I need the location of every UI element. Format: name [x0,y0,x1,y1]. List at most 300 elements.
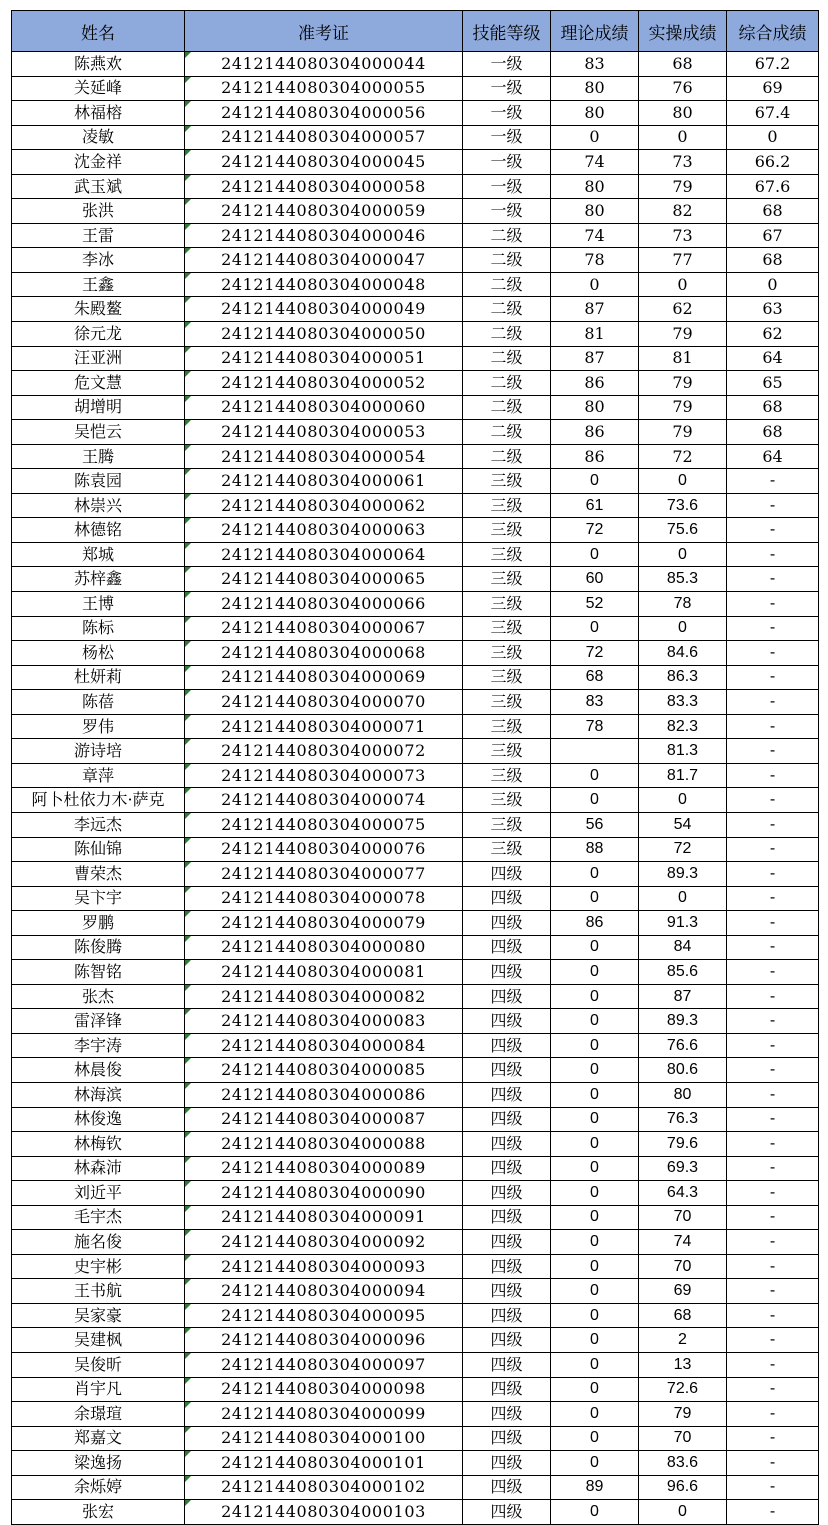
table-row [12,837,819,862]
overall-score-cell: - [727,567,819,592]
theory-score-cell: 0 [551,542,639,567]
overall-score-cell: - [727,1181,819,1206]
name-cell: 王腾 [12,444,185,469]
exam-id-text: 2412144080304000072 [221,741,426,761]
overall-score-cell: - [727,911,819,936]
cell-marker-icon [185,297,191,303]
table-row [12,886,819,911]
name-cell: 李冰 [12,248,185,273]
theory-score-cell: 0 [551,1303,639,1328]
theory-score-cell: 0 [551,1156,639,1181]
cell-marker-icon [185,1304,191,1310]
exam-id-text: 2412144080304000069 [221,667,426,687]
theory-score-cell: 87 [551,346,639,371]
exam-id-cell [185,322,463,347]
overall-score-cell: - [727,616,819,641]
overall-score-cell: - [727,1132,819,1157]
table-row [12,1328,819,1353]
exam-id-cell [185,1132,463,1157]
name-cell: 毛宇杰 [12,1205,185,1230]
cell-marker-icon [185,887,191,893]
name-cell: 张洪 [12,199,185,224]
theory-score-cell: 0 [551,1230,639,1255]
practical-score-cell: 70 [639,1205,727,1230]
skill-level-cell: 四级 [463,1033,551,1058]
overall-score-cell: 67.6 [727,174,819,199]
table-row [12,297,819,322]
exam-id-cell [185,935,463,960]
skill-level-cell: 三级 [463,714,551,739]
theory-score-cell: 0 [551,788,639,813]
practical-score-cell: 81.3 [639,739,727,764]
exam-id-text: 2412144080304000055 [221,78,426,98]
theory-score-cell: 56 [551,812,639,837]
cell-marker-icon [185,445,191,451]
overall-score-cell: - [727,1475,819,1500]
theory-score-cell: 0 [551,1279,639,1304]
cell-marker-icon [185,371,191,377]
name-cell: 林福榕 [12,101,185,126]
exam-id-text: 2412144080304000053 [221,421,426,441]
skill-level-cell: 四级 [463,1352,551,1377]
practical-score-cell: 85.3 [639,567,727,592]
exam-id-cell [185,886,463,911]
skill-level-cell: 四级 [463,1451,551,1476]
overall-score-cell: - [727,1009,819,1034]
practical-score-cell: 78 [639,592,727,617]
name-cell: 王鑫 [12,272,185,297]
overall-score-cell: - [727,1082,819,1107]
name-cell: 王书航 [12,1279,185,1304]
table-row [12,984,819,1009]
cell-marker-icon [185,396,191,402]
cell-marker-icon [185,1427,191,1433]
name-cell: 杨松 [12,641,185,666]
practical-score-cell: 76.3 [639,1107,727,1132]
header-skill-level: 技能等级 [463,11,551,52]
cell-marker-icon [185,101,191,107]
skill-level-cell: 四级 [463,1475,551,1500]
skill-level-cell: 三级 [463,518,551,543]
exam-id-cell [185,371,463,396]
practical-score-cell: 0 [639,886,727,911]
exam-id-text: 2412144080304000051 [221,348,426,368]
practical-score-cell: 0 [639,272,727,297]
skill-level-cell: 四级 [463,935,551,960]
skill-level-cell: 四级 [463,1500,551,1525]
practical-score-cell: 72 [639,837,727,862]
exam-id-text: 2412144080304000059 [221,201,426,221]
skill-level-cell: 三级 [463,812,551,837]
table-row [12,223,819,248]
overall-score-cell: - [727,641,819,666]
practical-score-cell: 96.6 [639,1475,727,1500]
name-cell: 吴家豪 [12,1303,185,1328]
theory-score-cell: 0 [551,1352,639,1377]
overall-score-cell: - [727,1205,819,1230]
table-row [12,1377,819,1402]
table-row [12,174,819,199]
theory-score-cell: 0 [551,1254,639,1279]
table-row [12,739,819,764]
cell-marker-icon [185,150,191,156]
skill-level-cell: 二级 [463,223,551,248]
table-row [12,76,819,101]
exam-id-text: 2412144080304000065 [221,569,426,589]
header-name: 姓名 [12,11,185,52]
practical-score-cell: 2 [639,1328,727,1353]
name-cell: 李远杰 [12,812,185,837]
overall-score-cell: 0 [727,125,819,150]
table-row [12,199,819,224]
skill-level-cell: 三级 [463,763,551,788]
skill-level-cell: 三级 [463,469,551,494]
table-row [12,1254,819,1279]
practical-score-cell: 81 [639,346,727,371]
table-row [12,960,819,985]
exam-id-cell [185,960,463,985]
exam-id-cell [185,763,463,788]
practical-score-cell: 0 [639,542,727,567]
cell-marker-icon [185,273,191,279]
overall-score-cell: - [727,1451,819,1476]
exam-id-cell [185,592,463,617]
cell-marker-icon [185,469,191,475]
name-cell: 林晨俊 [12,1058,185,1083]
exam-id-cell [185,1181,463,1206]
exam-id-text: 2412144080304000071 [221,716,426,736]
exam-id-cell [185,52,463,77]
exam-id-text: 2412144080304000077 [221,863,426,883]
skill-level-cell: 三级 [463,690,551,715]
table-row [12,592,819,617]
practical-score-cell: 0 [639,125,727,150]
theory-score-cell: 0 [551,1132,639,1157]
practical-score-cell: 87 [639,984,727,1009]
overall-score-cell: - [727,935,819,960]
skill-level-cell: 四级 [463,1205,551,1230]
skill-level-cell: 三级 [463,616,551,641]
name-cell: 陈仙锦 [12,837,185,862]
name-cell: 游诗培 [12,739,185,764]
practical-score-cell: 69.3 [639,1156,727,1181]
cell-marker-icon [185,936,191,942]
theory-score-cell: 0 [551,1426,639,1451]
practical-score-cell: 0 [639,1500,727,1525]
practical-score-cell: 74 [639,1230,727,1255]
overall-score-cell: 68 [727,248,819,273]
name-cell: 郑嘉文 [12,1426,185,1451]
cell-marker-icon [185,420,191,426]
exam-id-cell [185,1058,463,1083]
table-row [12,616,819,641]
table-row [12,862,819,887]
practical-score-cell: 68 [639,1303,727,1328]
skill-level-cell: 二级 [463,444,551,469]
practical-score-cell: 70 [639,1254,727,1279]
exam-id-cell [185,1451,463,1476]
table-row [12,1303,819,1328]
table-row [12,518,819,543]
exam-id-text: 2412144080304000079 [221,912,426,932]
header-row [12,11,819,52]
skill-level-cell: 三级 [463,542,551,567]
exam-id-text: 2412144080304000044 [221,53,426,73]
theory-score-cell: 88 [551,837,639,862]
theory-score-cell: 87 [551,297,639,322]
cell-marker-icon [185,1328,191,1334]
name-cell: 吴卞宇 [12,886,185,911]
cell-marker-icon [185,985,191,991]
table-row [12,322,819,347]
practical-score-cell: 79 [639,420,727,445]
practical-score-cell: 64.3 [639,1181,727,1206]
exam-id-cell [185,641,463,666]
overall-score-cell: - [727,1058,819,1083]
exam-id-text: 2412144080304000080 [221,937,426,957]
name-cell: 李宇涛 [12,1033,185,1058]
exam-id-text: 2412144080304000093 [221,1256,426,1276]
overall-score-cell: - [727,1426,819,1451]
name-cell: 史宇彬 [12,1254,185,1279]
theory-score-cell: 78 [551,248,639,273]
cell-marker-icon [185,862,191,868]
exam-id-cell [185,567,463,592]
exam-id-cell [185,984,463,1009]
cell-marker-icon [185,690,191,696]
exam-id-text: 2412144080304000048 [221,274,426,294]
name-cell: 肖宇凡 [12,1377,185,1402]
table-row [12,493,819,518]
theory-score-cell: 0 [551,1377,639,1402]
practical-score-cell: 81.7 [639,763,727,788]
skill-level-cell: 一级 [463,76,551,101]
cell-marker-icon [185,224,191,230]
overall-score-cell: 67.2 [727,52,819,77]
practical-score-cell: 73 [639,150,727,175]
name-cell: 关延峰 [12,76,185,101]
exam-id-text: 2412144080304000096 [221,1330,426,1350]
skill-level-cell: 二级 [463,395,551,420]
cell-marker-icon [185,1230,191,1236]
exam-id-text: 2412144080304000083 [221,1011,426,1031]
overall-score-cell: - [727,1500,819,1525]
practical-score-cell: 77 [639,248,727,273]
cell-marker-icon [185,494,191,500]
cell-marker-icon [185,666,191,672]
cell-marker-icon [185,126,191,132]
theory-score-cell: 0 [551,1058,639,1083]
exam-id-text: 2412144080304000089 [221,1158,426,1178]
exam-id-text: 2412144080304000060 [221,397,426,417]
table-row [12,812,819,837]
skill-level-cell: 一级 [463,150,551,175]
exam-id-text: 2412144080304000095 [221,1305,426,1325]
practical-score-cell: 73 [639,223,727,248]
skill-level-cell: 二级 [463,371,551,396]
cell-marker-icon [185,543,191,549]
cell-marker-icon [185,567,191,573]
theory-score-cell: 80 [551,174,639,199]
table-row [12,469,819,494]
skill-level-cell: 三级 [463,739,551,764]
skill-level-cell: 一级 [463,174,551,199]
exam-id-text: 2412144080304000091 [221,1207,426,1227]
overall-score-cell: 67.4 [727,101,819,126]
theory-score-cell: 52 [551,592,639,617]
theory-score-cell: 0 [551,1033,639,1058]
overall-score-cell: - [727,518,819,543]
cell-marker-icon [185,617,191,623]
exam-id-text: 2412144080304000100 [221,1428,426,1448]
overall-score-cell: 69 [727,76,819,101]
theory-score-cell: 81 [551,322,639,347]
cell-marker-icon [185,739,191,745]
exam-id-text: 2412144080304000066 [221,593,426,613]
name-cell: 吴建枫 [12,1328,185,1353]
name-cell: 胡增明 [12,395,185,420]
table-row [12,52,819,77]
name-cell: 沈金祥 [12,150,185,175]
table-row [12,911,819,936]
overall-score-cell: - [727,542,819,567]
table-row [12,101,819,126]
exam-id-cell [185,101,463,126]
name-cell: 林海滨 [12,1082,185,1107]
name-cell: 雷泽锋 [12,1009,185,1034]
cell-marker-icon [185,641,191,647]
skill-level-cell: 二级 [463,272,551,297]
practical-score-cell: 0 [639,469,727,494]
skill-level-cell: 一级 [463,199,551,224]
cell-marker-icon [185,911,191,917]
overall-score-cell: - [727,1279,819,1304]
cell-marker-icon [185,1451,191,1457]
exam-id-text: 2412144080304000078 [221,888,426,908]
overall-score-cell: - [727,592,819,617]
table-row [12,567,819,592]
exam-id-text: 2412144080304000045 [221,151,426,171]
cell-marker-icon [185,1279,191,1285]
exam-id-text: 2412144080304000049 [221,299,426,319]
exam-id-cell [185,1156,463,1181]
overall-score-cell: - [727,812,819,837]
skill-level-cell: 一级 [463,125,551,150]
theory-score-cell: 61 [551,493,639,518]
exam-id-cell [185,1377,463,1402]
table-row [12,1082,819,1107]
cell-marker-icon [185,347,191,353]
exam-id-cell [185,518,463,543]
practical-score-cell: 91.3 [639,911,727,936]
practical-score-cell: 13 [639,1352,727,1377]
overall-score-cell: - [727,1352,819,1377]
theory-score-cell: 0 [551,125,639,150]
exam-id-cell [185,150,463,175]
theory-score-cell: 0 [551,1009,639,1034]
skill-level-cell: 四级 [463,1279,551,1304]
cell-marker-icon [185,1402,191,1408]
table-row [12,248,819,273]
exam-id-text: 2412144080304000090 [221,1182,426,1202]
theory-score-cell: 0 [551,272,639,297]
practical-score-cell: 83.3 [639,690,727,715]
theory-score-cell: 0 [551,1205,639,1230]
exam-id-cell [185,1303,463,1328]
overall-score-cell: - [727,837,819,862]
exam-id-text: 2412144080304000086 [221,1084,426,1104]
overall-score-cell: 63 [727,297,819,322]
exam-id-cell [185,1033,463,1058]
cell-marker-icon [185,764,191,770]
theory-score-cell: 0 [551,1082,639,1107]
exam-id-text: 2412144080304000047 [221,250,426,270]
skill-level-cell: 二级 [463,420,551,445]
exam-id-cell [185,346,463,371]
overall-score-cell: - [727,862,819,887]
skill-level-cell: 三级 [463,665,551,690]
practical-score-cell: 54 [639,812,727,837]
practical-score-cell: 73.6 [639,493,727,518]
practical-score-cell: 70 [639,1426,727,1451]
name-cell: 林森沛 [12,1156,185,1181]
name-cell: 陈俊腾 [12,935,185,960]
practical-score-cell: 86.3 [639,665,727,690]
cell-marker-icon [185,788,191,794]
table-row [12,150,819,175]
overall-score-cell: - [727,763,819,788]
exam-id-text: 2412144080304000097 [221,1354,426,1374]
exam-id-text: 2412144080304000092 [221,1232,426,1252]
skill-level-cell: 四级 [463,1254,551,1279]
table-row [12,1426,819,1451]
overall-score-cell: 68 [727,395,819,420]
exam-id-cell [185,665,463,690]
name-cell: 陈燕欢 [12,52,185,77]
theory-score-cell: 68 [551,665,639,690]
exam-id-text: 2412144080304000068 [221,642,426,662]
name-cell: 余烁婷 [12,1475,185,1500]
overall-score-cell: - [727,714,819,739]
exam-id-text: 2412144080304000101 [221,1452,426,1472]
header-theory-score: 理论成绩 [551,11,639,52]
theory-score-cell: 80 [551,101,639,126]
cell-marker-icon [185,1353,191,1359]
exam-id-cell [185,125,463,150]
exam-id-text: 2412144080304000063 [221,520,426,540]
name-cell: 刘近平 [12,1181,185,1206]
theory-score-cell: 0 [551,1402,639,1427]
exam-id-cell [185,223,463,248]
table-body [12,52,819,1525]
skill-level-cell: 四级 [463,1377,551,1402]
name-cell: 梁逸扬 [12,1451,185,1476]
cell-marker-icon [185,52,191,58]
cell-marker-icon [185,175,191,181]
exam-id-text: 2412144080304000102 [221,1477,426,1497]
skill-level-cell: 四级 [463,1303,551,1328]
practical-score-cell: 79 [639,174,727,199]
skill-level-cell: 四级 [463,1426,551,1451]
cell-marker-icon [185,1157,191,1163]
theory-score-cell: 74 [551,223,639,248]
cell-marker-icon [185,1206,191,1212]
header-exam-id: 准考证 [185,11,463,52]
exam-id-cell [185,862,463,887]
table-row [12,272,819,297]
exam-id-text: 2412144080304000082 [221,986,426,1006]
exam-id-cell [185,1254,463,1279]
